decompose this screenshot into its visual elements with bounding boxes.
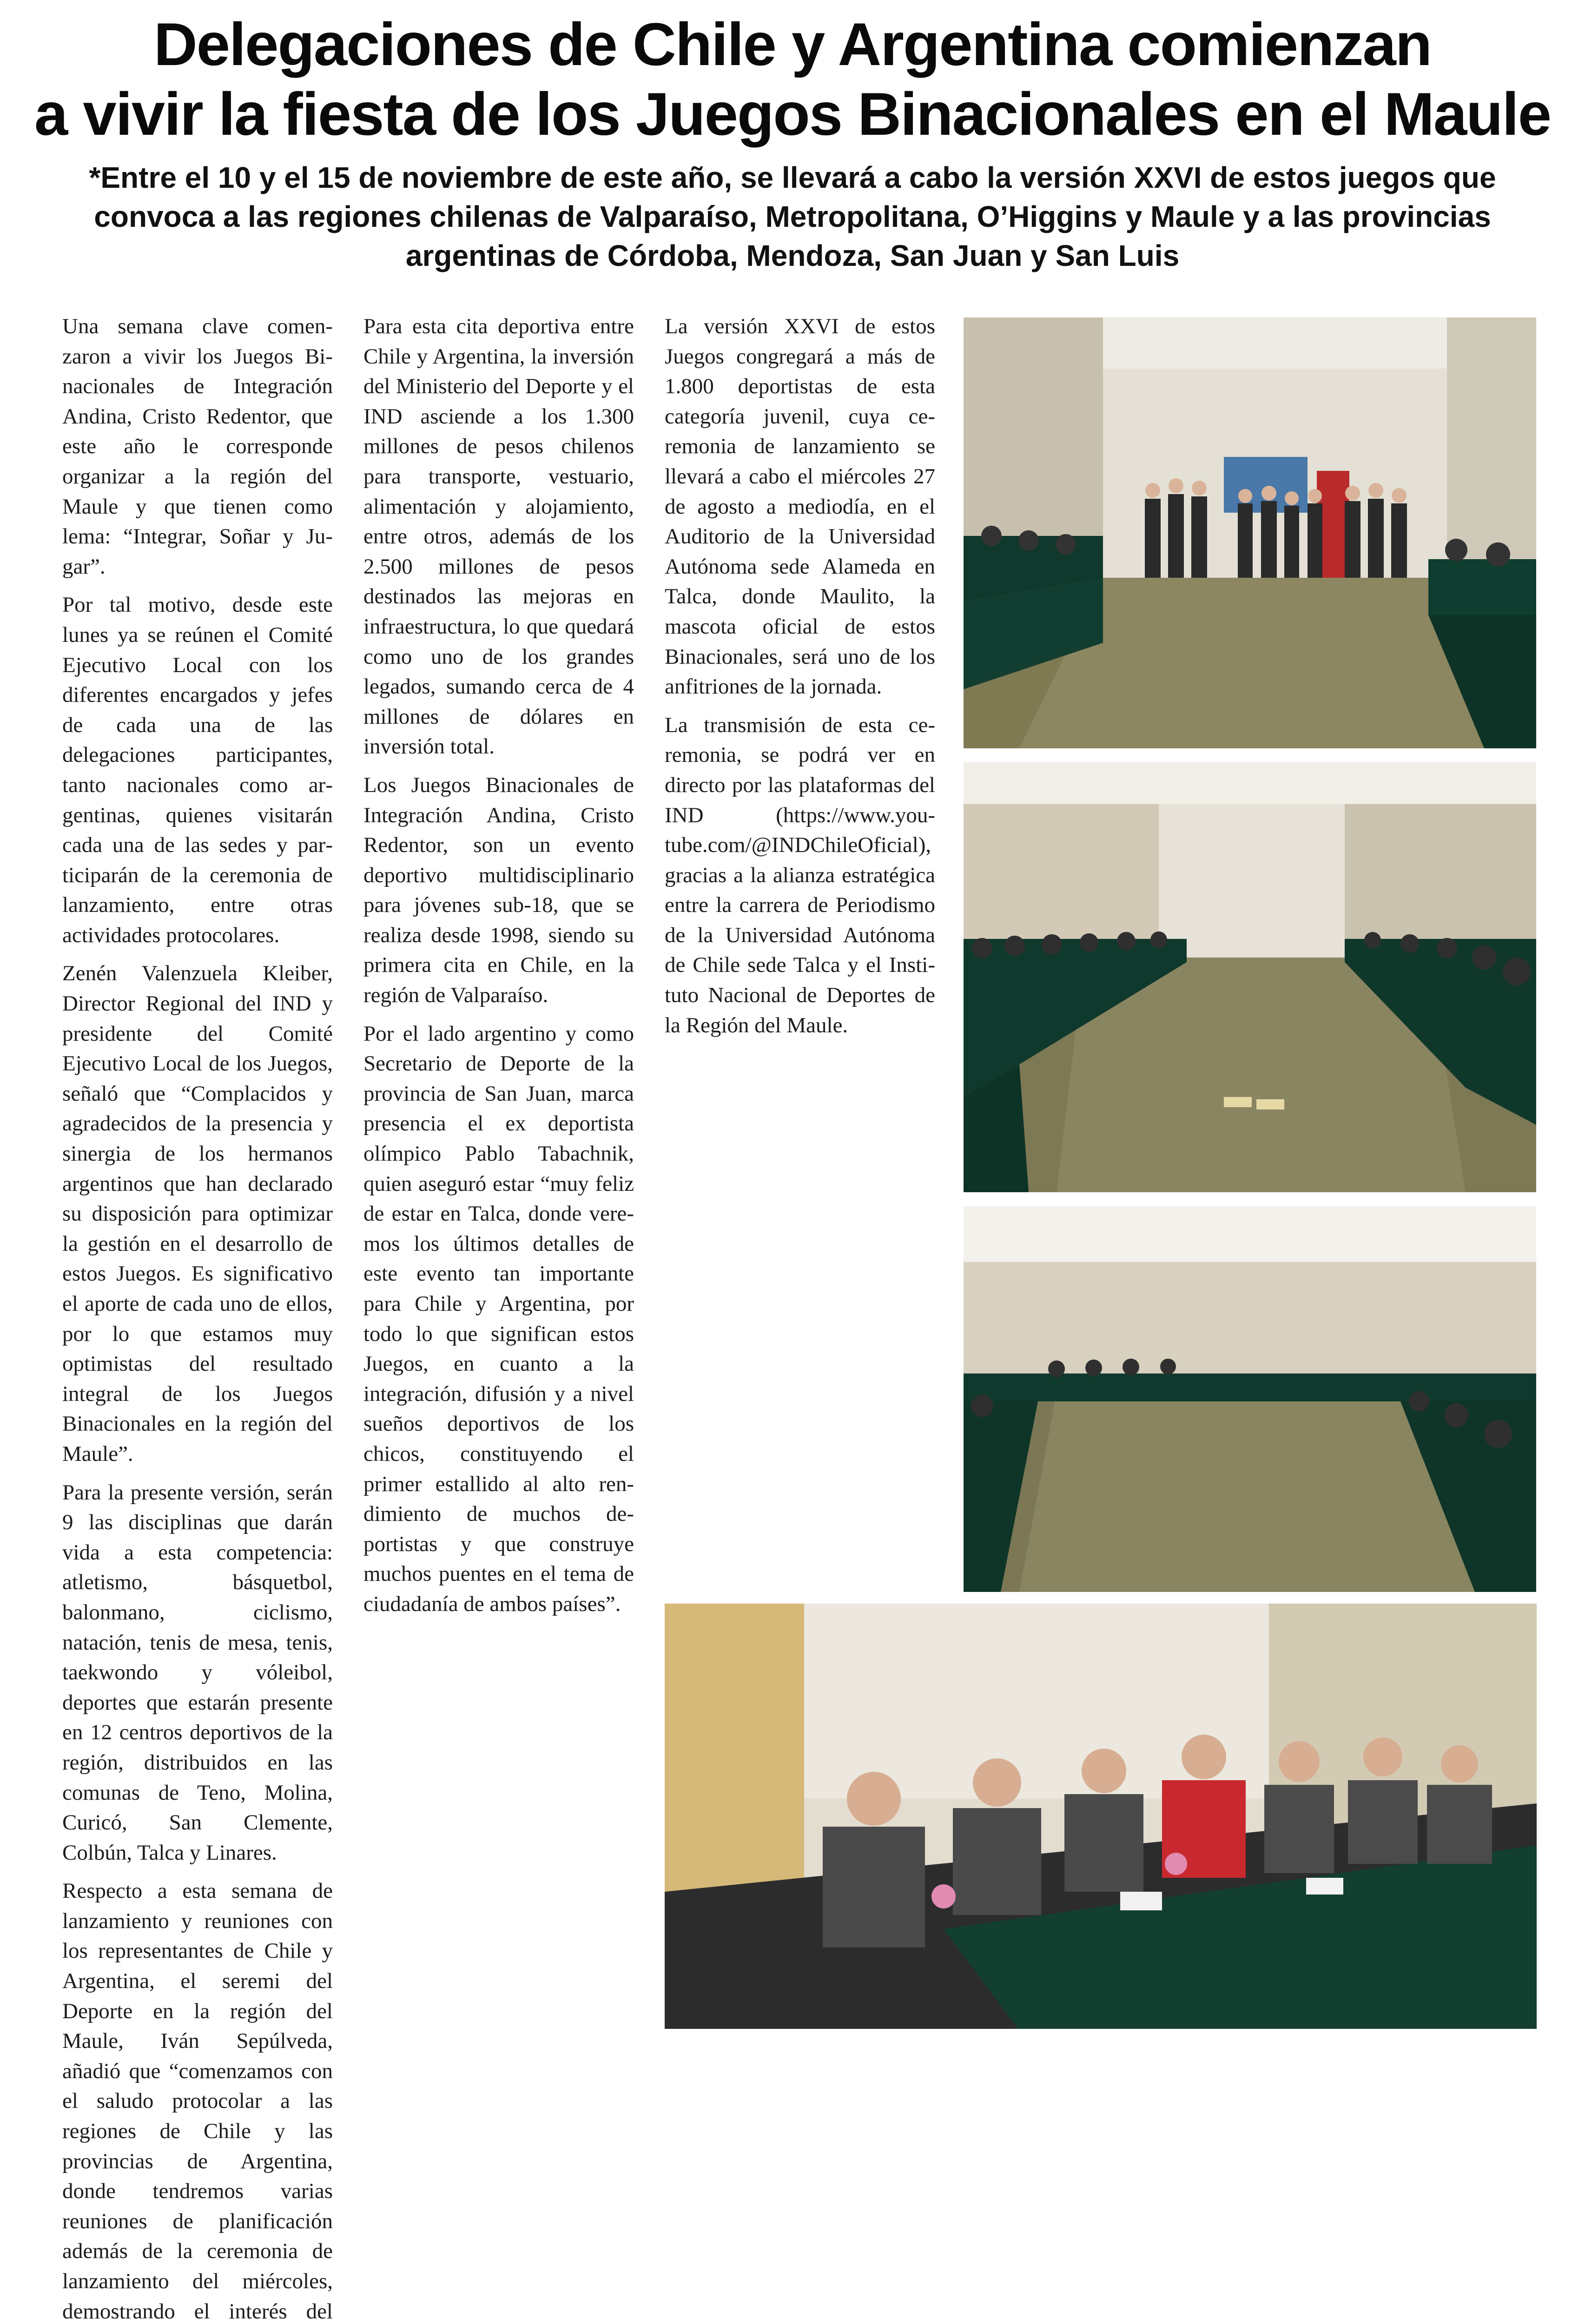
paragraph-intro: Una semana clave comenzaron a vivir los Juegos Binacionales de Integración Andina, Cristo Redentor, que este año le corresponde organizar a la región del Maule y que tienen como lema: “Integrar, Soñar y Jugar”. <box>62 314 333 579</box>
paragraph-tabachnik-quote: Por el lado argentino y como Secretario de Deporte de la provincia de San Juan, marca presencia el ex deportista olímpico Pablo Tabachnik, quien aseguró estar “muy feliz de estar en Talca, donde veremos los últimos detalles de este evento tan importante para Chile y Argentina, por todo lo que significan estos Juegos, en cuanto a la integración, difusión y a nivel sueños deportivos de los chicos, constituyendo el primer estallido al alto rendimiento de muchos deportistas y que construye muchos puentes en el tema de ciudadanía de ambos países”. <box>363 1021 634 1616</box>
photo-delegates-seated <box>665 1604 1537 2029</box>
paragraph-valenzuela-quote: Zenén Valenzuela Kleiber, Director Regional del IND y presidente del Comité Ejecutivo Local de los Juegos, señaló que “Complacidos y agradecidos de la presencia y sinergia de los hermanos argentinos que han declarado su disposición para optimizar la gestión en el desarrollo de estos Juegos. Es significativo el aporte de cada uno de ellos, por lo que estamos muy optimistas del resultado integral de los Juegos Binacionales en la región del Maule”. <box>62 961 333 1466</box>
paragraph-committee: Por tal motivo, desde este lunes ya se reúnen el Comité Ejecutivo Local con los diferentes encargados y jefes de cada una de las delegaciones participantes, tanto nacionales como argentinas, quienes visitarán cada una de las sedes y participarán de la ceremonia de lanzamiento, entre otras actividades protocolares. <box>62 593 333 947</box>
article-headline <box>0 9 1585 149</box>
photo-meeting-room-wide-image <box>964 762 1536 1192</box>
body-column-2 <box>363 311 634 1628</box>
photo-meeting-room-tables-image <box>964 1206 1536 1592</box>
paragraph-games-history: Los Juegos Binacionales de Integración Andina, Cristo Redentor, son un evento deportivo multidisciplinario para jóvenes sub-18, que se realiza desde 1998, siendo su primera cita en Chile, en la región de Valparaíso. <box>363 772 634 1008</box>
photo-meeting-room-wide <box>964 762 1536 1192</box>
paragraph-investment: Para esta cita deportiva entre Chile y Argentina, la inversión del Ministerio del Deporte y el IND asciende a los 1.300 millones de pesos chilenos para transporte, vestuario, alimentación y alojamiento, entre otros, además de los 2.500 millones de pesos destinados las mejoras en infraestructura, lo que quedará como uno de los grandes legados, sumando cerca de 4 millones de dólares en inversión total. <box>363 314 634 759</box>
article-subheadline: *Entre el 10 y el 15 de noviembre de este año, se llevará a cabo la versión XXVI de estos juegos que convoca a las regiones chilenas de Valparaíso, Metropolitana, O’Higgins y Maule y a las provincias argentinas de Córdoba, Mendoza, San Juan y San Luis <box>89 161 1496 272</box>
paragraph-launch-ceremony: La versión XXVI de estos Juegos congregará a más de 1.800 deportistas de esta categoría juvenil, cuya ceremonia de lanzamiento se llevará a cabo el miércoles 27 de agosto a mediodía, en el Auditorio de la Universidad Autónoma sede Alameda en Talca, donde Maulito, la mascota oficial de estos Binacionales, será uno de los anfitriones de la jornada. <box>665 314 935 699</box>
photo-delegates-seated-image <box>665 1604 1537 2029</box>
body-column-3 <box>665 311 935 1049</box>
paragraph-sepulveda-quote: Respecto a esta semana de lanzamiento y reuniones con los representantes de Chile y Argentina, el seremi del Deporte en la región del Maule, Iván Sepúlveda, añadió que “comenzamos con el saludo protocolar a las regiones de Chile y las provincias de Argentina, donde tendremos varias reuniones de planificación además de la ceremonia de lanzamiento del miércoles, demostrando el interés del <box>62 1879 333 2324</box>
headline-line-2: a vivir la fiesta de los Juegos Binacionales en el Maule <box>34 80 1551 148</box>
paragraph-broadcast: La transmisión de esta ceremonia, se podrá ver en directo por las plataformas del IND (https://www.youtube.com/@INDChileOficial), gracias a la alianza estratégica entre la carrera de Periodismo de la Universidad Autónoma de Chile sede Talca y el Instituto Nacional de Deportes de la Región del Maule. <box>665 713 935 1037</box>
headline-line-1: Delegaciones de Chile y Argentina comienzan <box>153 10 1432 78</box>
photo-meeting-room-tables <box>964 1206 1536 1592</box>
body-column-1 <box>62 311 333 2324</box>
paragraph-disciplines: Para la presente versión, serán 9 las disciplinas que darán vida a esta competencia: atletismo, básquetbol, balonmano, ciclismo, natación, tenis de mesa, tenis, taekwondo y vóleibol, deportes que estarán presente en 12 centros deportivos de la región, distribuidos en las comunas de Teno, Molina, Curicó, San Clemente, Colbún, Talca y Linares. <box>62 1480 333 1865</box>
photo-delegation-presentation <box>964 317 1536 748</box>
photo-delegation-presentation-image <box>964 317 1536 748</box>
